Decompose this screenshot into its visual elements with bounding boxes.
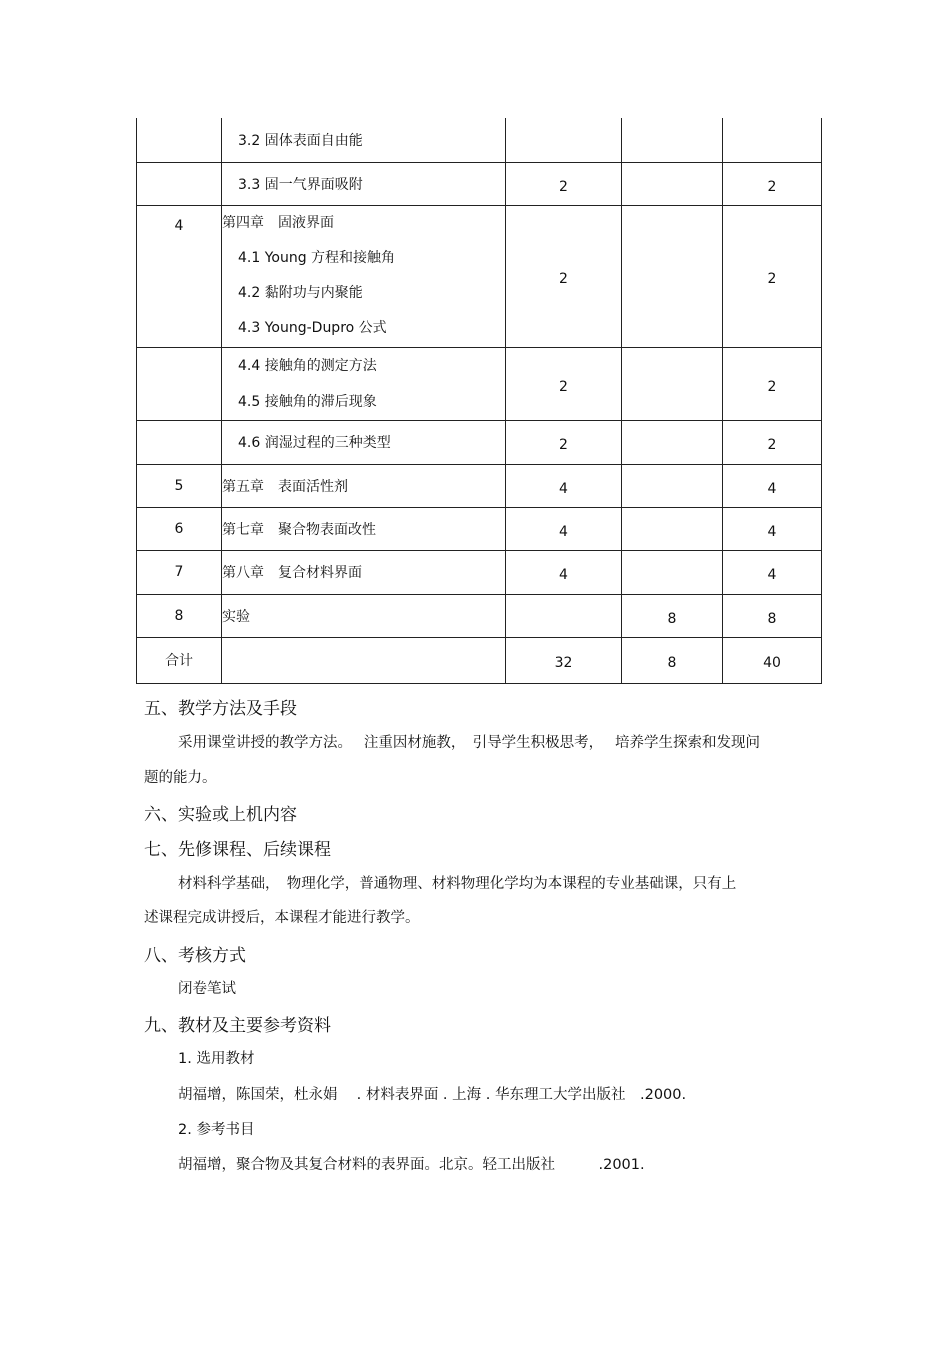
lecture-hours-cell: 32 bbox=[506, 637, 622, 683]
content-line: 4.1 Young 方程和接触角 bbox=[238, 250, 396, 266]
section-5-paragraph-line-2: 题的能力。 bbox=[144, 770, 217, 786]
total-hours-cell: 4 bbox=[723, 464, 822, 507]
section-5-paragraph-line-1: 采用课堂讲授的教学方法。 注重因材施教， 引导学生积极思考， 培养学生探索和发现问 bbox=[178, 735, 760, 751]
content-line: 3.2 固体表面自由能 bbox=[238, 132, 363, 149]
section-5-title: 五、教学方法及手段 bbox=[144, 699, 297, 719]
content-cell bbox=[222, 594, 506, 637]
content-line: 4.4 接触角的测定方法 bbox=[238, 357, 377, 374]
content-cell bbox=[222, 347, 506, 420]
content-cell bbox=[222, 507, 506, 550]
section-6-title: 六、实验或上机内容 bbox=[144, 805, 297, 825]
chapter-number-cell: 合计 bbox=[137, 637, 222, 683]
lab-hours-cell bbox=[622, 205, 723, 347]
content-cell bbox=[222, 205, 506, 347]
table-row bbox=[137, 550, 822, 594]
chapter-number-cell bbox=[137, 118, 222, 162]
section-8-title: 八、考核方式 bbox=[144, 946, 246, 966]
content-line: 第七章 聚合物表面改性 bbox=[222, 521, 376, 538]
syllabus-table bbox=[136, 118, 822, 684]
lab-hours-cell: 8 bbox=[622, 637, 723, 683]
lab-hours-cell: 8 bbox=[622, 594, 723, 637]
content-cell bbox=[222, 118, 506, 162]
chapter-number-cell bbox=[137, 347, 222, 420]
lab-hours-cell bbox=[622, 507, 723, 550]
lecture-hours-cell: 4 bbox=[506, 464, 622, 507]
section-9-textbook-label: 1. 选用教材 bbox=[178, 1051, 255, 1067]
lecture-hours-cell: 4 bbox=[506, 550, 622, 594]
lecture-hours-cell bbox=[506, 594, 622, 637]
lecture-hours-cell: 2 bbox=[506, 347, 622, 420]
content-line: 实验 bbox=[222, 608, 250, 625]
table-row bbox=[137, 162, 822, 205]
chapter-number-cell: 7 bbox=[137, 550, 222, 594]
content-line: 4.2 黏附功与内聚能 bbox=[238, 285, 363, 301]
total-hours-cell: 4 bbox=[723, 550, 822, 594]
table-row bbox=[137, 507, 822, 550]
total-hours-cell: 2 bbox=[723, 347, 822, 420]
total-hours-cell: 2 bbox=[723, 420, 822, 464]
total-hours-cell: 2 bbox=[723, 162, 822, 205]
content-line: 4.6 润湿过程的三种类型 bbox=[238, 435, 391, 451]
section-7-paragraph-line-1: 材料科学基础， 物理化学，普通物理、材料物理化学均为本课程的专业基础课，只有上 bbox=[178, 876, 737, 892]
lab-hours-cell bbox=[622, 464, 723, 507]
lecture-hours-cell: 2 bbox=[506, 205, 622, 347]
section-9-reference-label: 2. 参考书目 bbox=[178, 1122, 255, 1138]
lecture-hours-cell: 2 bbox=[506, 420, 622, 464]
chapter-number-cell: 4 bbox=[137, 205, 222, 347]
content-cell bbox=[222, 420, 506, 464]
total-hours-cell bbox=[723, 118, 822, 162]
total-hours-cell: 4 bbox=[723, 507, 822, 550]
chapter-number-cell: 8 bbox=[137, 594, 222, 637]
lab-hours-cell bbox=[622, 550, 723, 594]
content-line: 4.5 接触角的滞后现象 bbox=[238, 393, 377, 410]
lecture-hours-cell: 2 bbox=[506, 162, 622, 205]
section-7-paragraph-line-2: 述课程完成讲授后，本课程才能进行教学。 bbox=[144, 910, 420, 926]
content-line: 第八章 复合材料界面 bbox=[222, 565, 362, 581]
content-line: 4.3 Young-Dupro 公式 bbox=[238, 320, 387, 336]
section-7-title: 七、先修课程、后续课程 bbox=[144, 840, 331, 860]
chapter-number-cell bbox=[137, 162, 222, 205]
table-row bbox=[137, 347, 822, 420]
lecture-hours-cell: 4 bbox=[506, 507, 622, 550]
chapter-number-cell: 5 bbox=[137, 464, 222, 507]
chapter-number-cell bbox=[137, 420, 222, 464]
lecture-hours-cell bbox=[506, 118, 622, 162]
table-row bbox=[137, 420, 822, 464]
lab-hours-cell bbox=[622, 162, 723, 205]
table-row bbox=[137, 118, 822, 162]
lab-hours-cell bbox=[622, 420, 723, 464]
chapter-number-cell: 6 bbox=[137, 507, 222, 550]
content-cell bbox=[222, 162, 506, 205]
section-9-title: 九、教材及主要参考资料 bbox=[144, 1016, 331, 1036]
total-hours-cell: 2 bbox=[723, 205, 822, 347]
content-line: 第四章 固液界面 bbox=[222, 215, 334, 231]
table-row bbox=[137, 594, 822, 637]
total-hours-cell: 8 bbox=[723, 594, 822, 637]
content-cell bbox=[222, 464, 506, 507]
lab-hours-cell bbox=[622, 118, 723, 162]
content-cell bbox=[222, 637, 506, 683]
table-row bbox=[137, 464, 822, 507]
section-9-reference-entry: 胡福增，聚合物及其复合材料的表界面。北京。轻工出版社 .2001. bbox=[178, 1157, 645, 1173]
section-8-paragraph: 闭卷笔试 bbox=[178, 981, 236, 997]
lab-hours-cell bbox=[622, 347, 723, 420]
content-line: 第五章 表面活性剂 bbox=[222, 478, 348, 495]
total-hours-cell: 40 bbox=[723, 637, 822, 683]
section-9-textbook-entry: 胡福增，陈国荣，杜永娟 . 材料表界面 . 上海 . 华东理工大学出版社 .2000. bbox=[178, 1087, 687, 1103]
table-row bbox=[137, 205, 822, 347]
content-line: 3.3 固一气界面吸附 bbox=[238, 176, 363, 193]
table-body bbox=[137, 118, 822, 683]
content-cell bbox=[222, 550, 506, 594]
table-row bbox=[137, 637, 822, 683]
